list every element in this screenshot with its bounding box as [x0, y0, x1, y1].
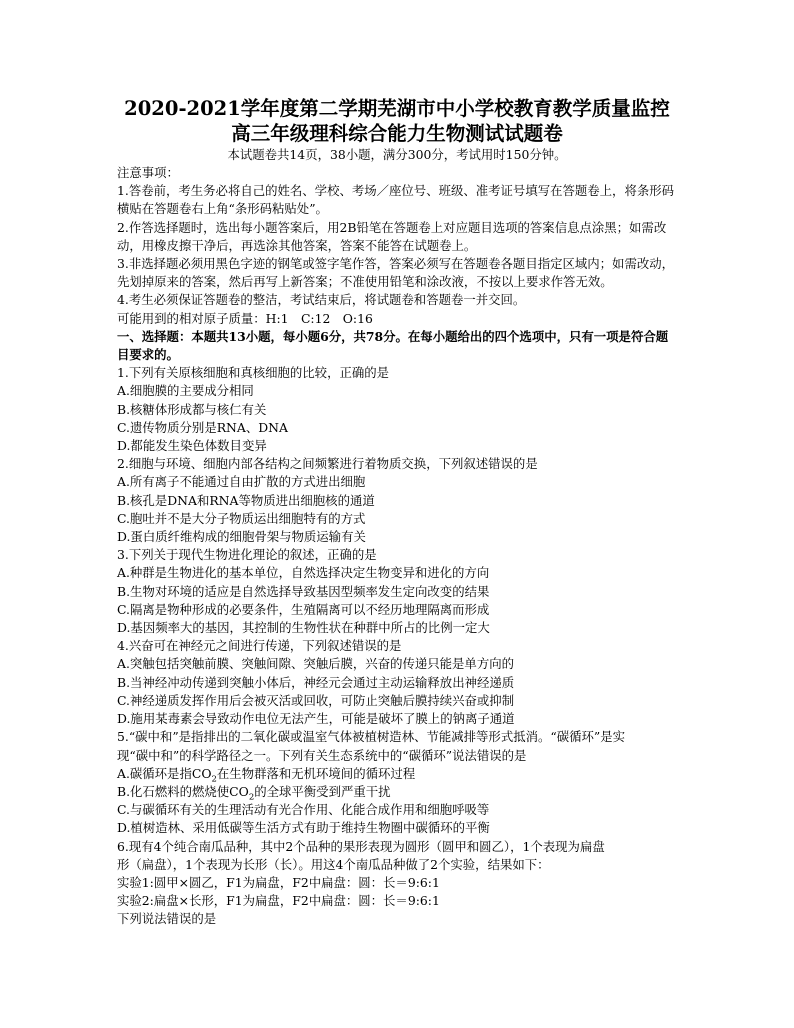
q6-stem-line1: 6.现有4个纯合南瓜品种，其中2个品种的果形表现为圆形（圆甲和圆乙），1个表现为扁盘: [117, 838, 605, 854]
notice-heading: 注意事项：: [117, 165, 179, 180]
q3-option-b: B.生物对环境的适应是自然选择导致基因型频率发生定向改变的结果: [117, 583, 490, 599]
exam-subtitle: 本试题卷共14页，38小题，满分300分，考试用时150分钟。: [227, 147, 567, 162]
q2-option-c: C.胞吐并不是大分子物质运出细胞特有的方式: [117, 510, 366, 526]
q3-option-d: D.基因频率大的基因，其控制的生物性状在种群中所占的比例一定大: [117, 620, 490, 636]
q6-experiment-1: 实验1:圆甲×圆乙，F1为扁盘，F2中扁盘：圆：长＝9:6:1: [117, 874, 440, 890]
q6-experiment-2: 实验2:扁盘×长形，F1为扁盘，F2中扁盘：圆：长＝9:6:1: [117, 893, 440, 909]
q1-stem: 1.下列有关原核细胞和真核细胞的比较，正确的是: [117, 365, 390, 381]
q5-option-b-rest: 的全球平衡受到严重干扰: [254, 783, 391, 799]
atomic-mass-note: 可能用到的相对原子质量：H:1 C:12 O:16: [117, 310, 373, 326]
notice-item-1: 1.答卷前，考生务必将自己的姓名、学校、考场／座位号、班级、准考证号填写在答题卷上，将条形码横贴在答题卷右上角“条形码粘贴处”。: [117, 183, 675, 217]
q6-prompt: 下列说法错误的是: [117, 911, 217, 927]
notice-item-3: 3.非选择题必须用黑色字迹的钢笔或签字笔作答，答案必须写在答题卷各题目指定区域内；如需改动，先划掉原来的答案，然后再写上新答案；不准使用铅笔和涂改液，不按以上要求作答无效。: [117, 256, 675, 290]
q1-option-a: A.细胞膜的主要成分相同: [117, 383, 254, 399]
q5-stem-line1: 5.“碳中和”是指排出的二氧化碳或温室气体被植树造林、节能减排等形式抵消。“碳循环”是实: [117, 729, 626, 745]
q5-stem-line2: 现“碳中和”的科学路径之一。下列有关生态系统中的“碳循环”说法错误的是: [117, 747, 527, 763]
q5-option-b-text: B.化石燃料的燃烧使CO: [117, 783, 249, 799]
q4-option-b: B.当神经冲动传递到突触小体后，神经元会通过主动运输释放出神经递质: [117, 674, 515, 690]
q1-option-d: D.都能发生染色体数目变异: [117, 438, 267, 454]
q4-option-a: A.突触包括突触前膜、突触间隙、突触后膜，兴奋的传递只能是单方向的: [117, 656, 514, 672]
q5-option-a: [117, 765, 677, 783]
exam-title-line1: 2020-2021学年度第二学期芜湖市中小学校教育教学质量监控: [124, 97, 670, 120]
q5-option-b: [117, 783, 677, 801]
q3-stem: 3.下列关于现代生物进化理论的叙述，正确的是: [117, 547, 377, 563]
q5-option-b-subscript: 2: [248, 792, 255, 803]
q6-stem-line2: 形（扁盘），1个表现为长形（长）。用这4个南瓜品种做了2个实验，结果如下：: [117, 856, 550, 872]
q3-option-c: C.隔离是物种形成的必要条件，生殖隔离可以不经历地理隔离而形成: [117, 601, 490, 617]
q5-option-a-rest: 在生物群落和无机环境间的循环过程: [216, 765, 416, 781]
exam-page: [117, 96, 677, 929]
q5-option-a-text: A.碳循环是指CO: [117, 765, 212, 781]
notice-item-4: 4.考生必须保证答题卷的整洁，考试结束后，将试题卷和答题卷一并交回。: [117, 292, 526, 308]
section1-heading: 一、选择题：本题共13小题，每小题6分，共78分。在每小题给出的四个选项中，只有一项是符合题目要求的。: [117, 328, 669, 363]
exam-title-line2: 高三年级理科综合能力生物测试试题卷: [231, 122, 563, 145]
q4-option-d: D.施用某毒素会导致动作电位无法产生，可能是破坏了膜上的钠离子通道: [117, 711, 515, 727]
q2-stem: 2.细胞与环境、细胞内部各结构之间频繁进行着物质交换，下列叙述错误的是: [117, 456, 538, 472]
q5-option-a-subscript: 2: [211, 774, 217, 785]
q1-option-b: B.核糖体形成都与核仁有关: [117, 401, 267, 417]
q4-stem: 4.兴奋可在神经元之间进行传递，下列叙述错误的是: [117, 638, 402, 654]
q2-option-b: B.核孔是DNA和RNA等物质进出细胞核的通道: [117, 492, 375, 508]
q5-option-c: C.与碳循环有关的生理活动有光合作用、化能合成作用和细胞呼吸等: [117, 802, 490, 818]
q2-option-d: D.蛋白质纤维构成的细胞骨架与物质运输有关: [117, 529, 366, 545]
q1-option-c: C.遗传物质分别是RNA、DNA: [117, 419, 288, 435]
q5-option-d: D.植树造林、采用低碳等生活方式有助于维持生物圈中碳循环的平衡: [117, 820, 490, 836]
notice-item-2: 2.作答选择题时，选出每小题答案后，用2B铅笔在答题卷上对应题目选项的答案信息点涂黑；如需改动，用橡皮擦干净后，再选涂其他答案，答案不能答在试题卷上。: [117, 219, 667, 253]
q4-option-c: C.神经递质发挥作用后会被灭活或回收，可防止突触后膜持续兴奋或抑制: [117, 692, 515, 708]
q3-option-a: A.种群是生物进化的基本单位，自然选择决定生物变异和进化的方向: [117, 565, 490, 581]
q2-option-a: A.所有离子不能通过自由扩散的方式进出细胞: [117, 474, 366, 490]
